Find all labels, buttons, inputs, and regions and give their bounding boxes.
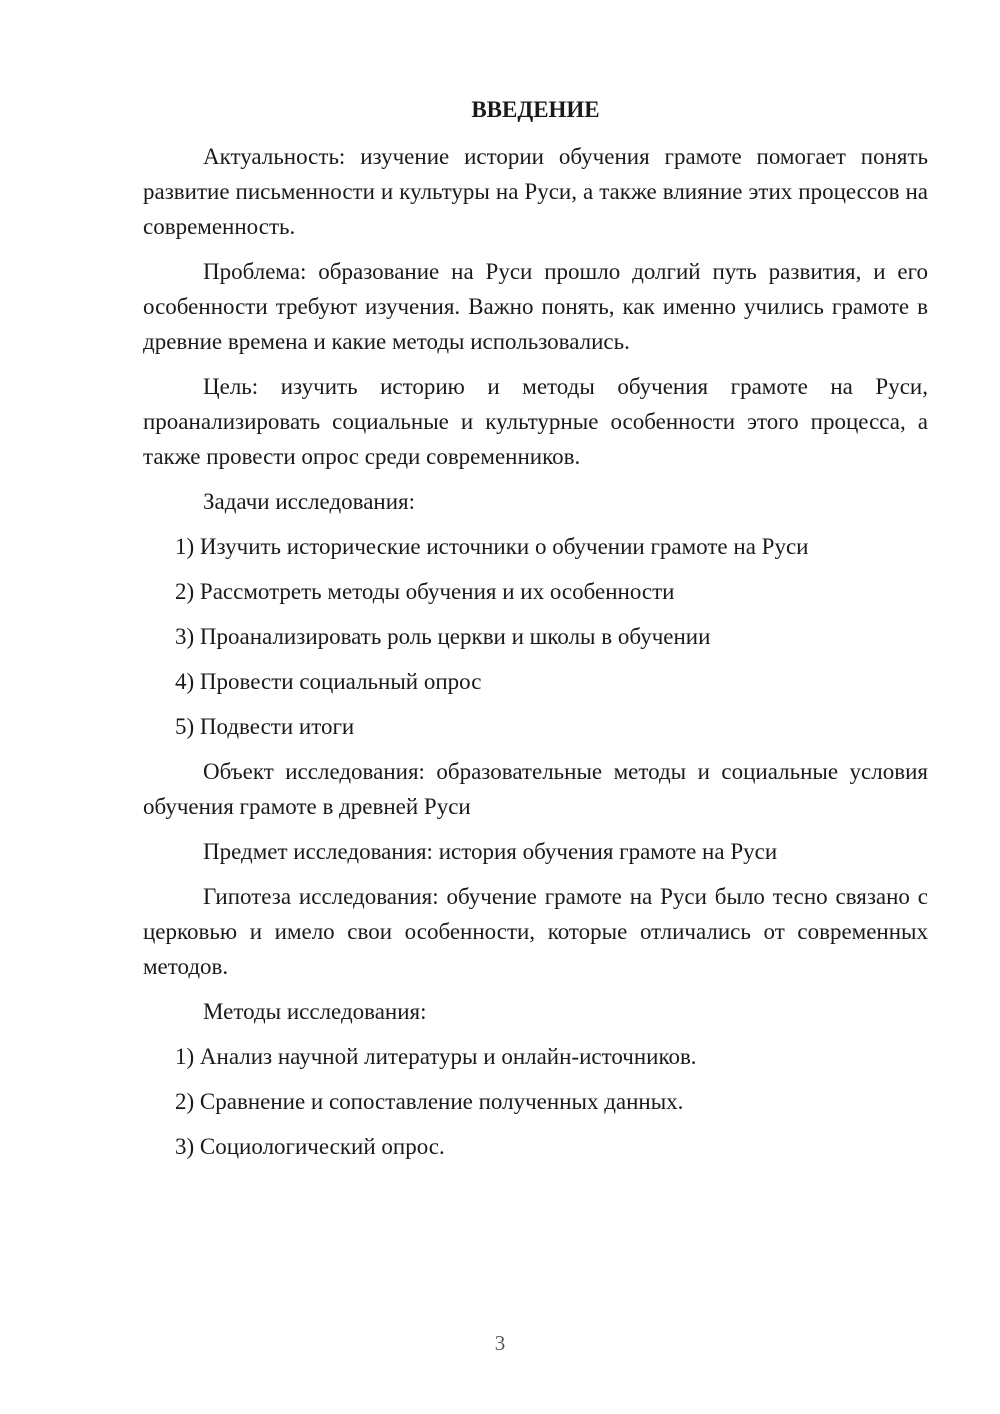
task-item: 3) Проанализировать роль церкви и школы в обучении (175, 624, 711, 649)
task-item: 4) Провести социальный опрос (175, 669, 482, 694)
goal-paragraph: Цель: изучить историю и методы обучения грамоте на Руси, проанализировать социальные и культурные особенности этого процесса, а также провести опрос среди современников. (143, 374, 928, 469)
page-content (143, 92, 928, 1164)
method-item: 1) Анализ научной литературы и онлайн-источников. (175, 1044, 697, 1069)
task-item: 2) Рассмотреть методы обучения и их особенности (175, 579, 675, 604)
tasks-list (143, 529, 928, 744)
hypothesis-paragraph: Гипотеза исследования: обучение грамоте на Руси было тесно связано с церковью и имело свои особенности, которые отличались от современных методов. (143, 884, 928, 979)
section-title: ВВЕДЕНИЕ (471, 97, 600, 122)
methods-list (143, 1039, 928, 1164)
task-item: 5) Подвести итоги (175, 714, 355, 739)
method-item: 3) Социологический опрос. (175, 1134, 445, 1159)
subject-paragraph: Предмет исследования: история обучения грамоте на Руси (203, 839, 778, 864)
page-number: 3 (494, 1331, 506, 1355)
methods-label: Методы исследования: (203, 999, 427, 1024)
task-item: 1) Изучить исторические источники о обучении грамоте на Руси (175, 534, 809, 559)
relevance-paragraph: Актуальность: изучение истории обучения грамоте помогает понять развитие письменности и культуры на Руси, а также влияние этих процессов на современность. (143, 144, 928, 239)
problem-paragraph: Проблема: образование на Руси прошло долгий путь развития, и его особенности требуют изучения. Важно понять, как именно учились грамоте в древние времена и какие методы использовались. (143, 259, 928, 354)
object-paragraph: Объект исследования: образовательные методы и социальные условия обучения грамоте в древней Руси (143, 759, 928, 819)
method-item: 2) Сравнение и сопоставление полученных данных. (175, 1089, 684, 1114)
tasks-label: Задачи исследования: (203, 489, 416, 514)
